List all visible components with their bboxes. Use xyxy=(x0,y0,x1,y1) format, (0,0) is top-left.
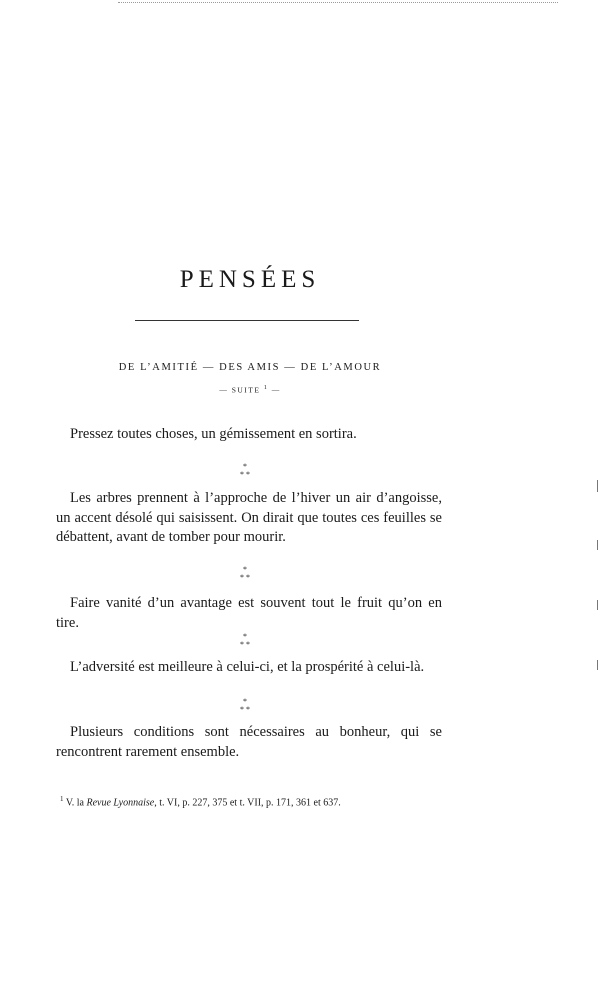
margin-mark xyxy=(597,660,598,670)
paragraph-text: Les arbres prennent à l’approche de l’hiver un air d’angoisse, un accent désolé qui saisissent. On dirait que toutes ces feuilles se débattent, avant de tomber pour mourir. xyxy=(56,490,442,545)
paragraph-text: Faire vanité d’un avantage est souvent tout le fruit qu’on en tire. xyxy=(56,595,442,631)
asterism-divider xyxy=(0,698,490,714)
suite-footnote-ref: 1 xyxy=(263,385,269,391)
asterism-divider xyxy=(0,566,490,582)
asterism-top: * xyxy=(243,632,247,641)
margin-mark xyxy=(597,480,598,492)
asterism-bottom: * * xyxy=(240,640,250,649)
suite-end: — xyxy=(268,385,281,395)
page-title: PENSÉES xyxy=(179,266,321,293)
footnote-journal: Revue Lyonnaise xyxy=(86,797,155,809)
footnote-mark: 1 xyxy=(60,795,64,803)
title-divider xyxy=(135,320,359,321)
asterism-divider xyxy=(0,633,490,649)
top-page-edge xyxy=(118,2,558,3)
asterism-bottom: * * xyxy=(240,470,250,479)
thought-paragraph xyxy=(56,489,442,548)
asterism-bottom: * * xyxy=(240,705,250,714)
suite-label xyxy=(0,385,500,395)
suite-text: — SUITE xyxy=(219,385,261,395)
thought-paragraph xyxy=(56,594,442,633)
asterism-bottom: * * xyxy=(240,573,250,582)
paragraph-text: Pressez toutes choses, un gémissement en sortira. xyxy=(70,426,357,442)
margin-mark xyxy=(597,600,598,610)
asterism-top: * xyxy=(243,565,247,574)
asterism-top: * xyxy=(243,462,247,471)
footnote-rest: , t. VI, p. 227, 375 et t. VII, p. 171, 361 et 637. xyxy=(154,797,341,809)
section-subtitle: DE L’AMITIÉ — DES AMIS — DE L’AMOUR xyxy=(118,362,382,373)
thought-paragraph xyxy=(56,425,442,445)
footnote-prefix: V. la xyxy=(63,797,87,809)
asterism-divider xyxy=(0,463,490,479)
paragraph-text: L’adversité est meilleure à celui-ci, et la prospérité à celui-là. xyxy=(70,659,425,675)
margin-mark xyxy=(597,540,598,550)
footnote xyxy=(60,793,440,809)
thought-paragraph xyxy=(56,723,442,762)
thought-paragraph xyxy=(56,658,442,678)
paragraph-text: Plusieurs conditions sont nécessaires au bonheur, qui se rencontrent rarement ensemble. xyxy=(56,724,442,760)
asterism-top: * xyxy=(243,697,247,706)
